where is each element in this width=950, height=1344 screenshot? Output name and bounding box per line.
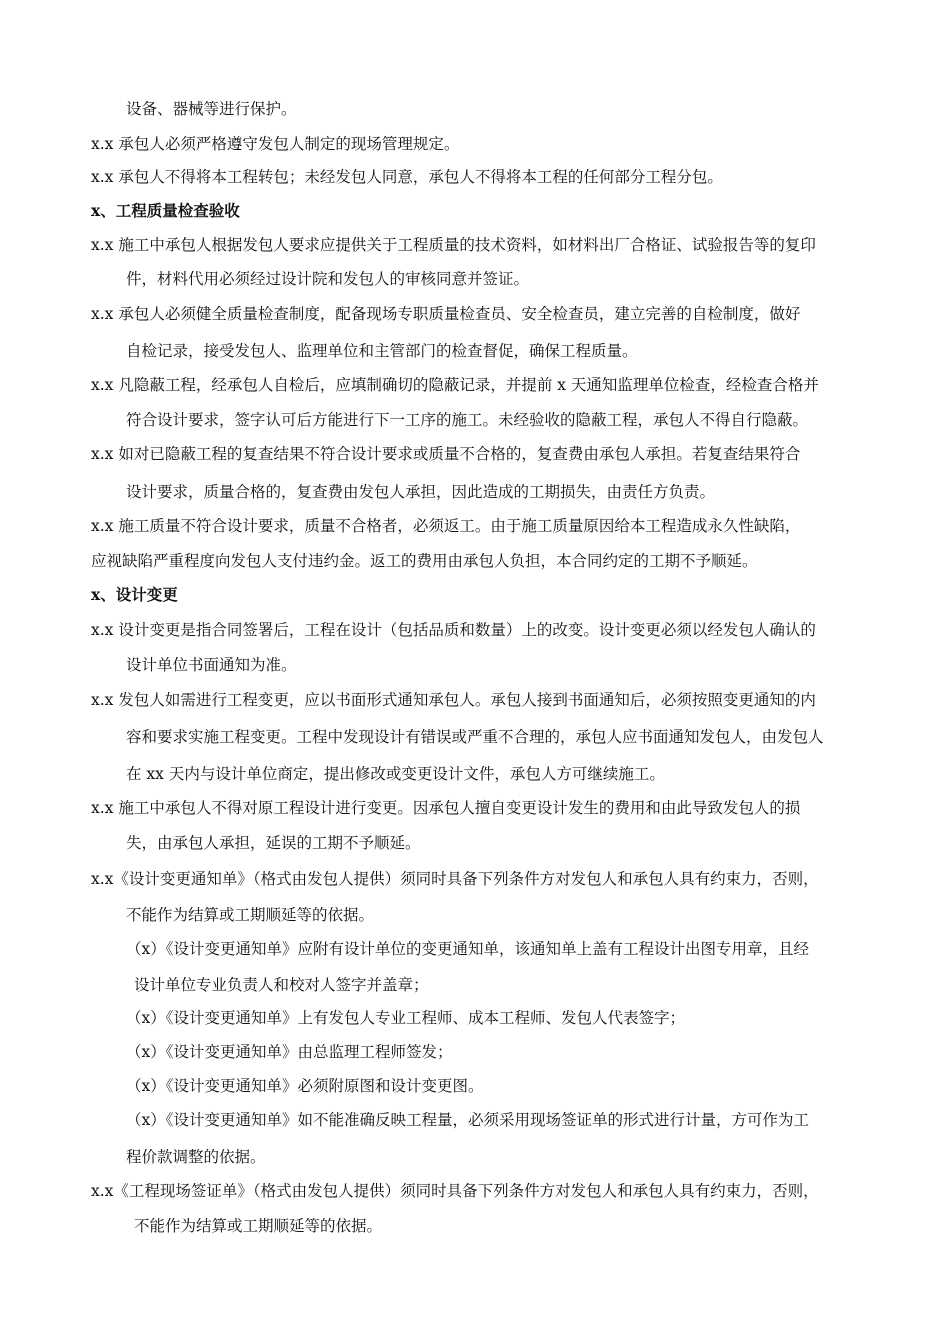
text-line: x.x 承包人不得将本工程转包；未经发包人同意，承包人不得将本工程的任何部分工程分包。 <box>91 168 723 186</box>
text-line: 程价款调整的依据。 <box>126 1148 266 1166</box>
text-line: 不能作为结算或工期顺延等的依据。 <box>126 906 375 924</box>
text-line: 不能作为结算或工期顺延等的依据。 <box>134 1217 383 1235</box>
text-line: 应视缺陷严重程度向发包人支付违约金。返工的费用由承包人负担，本合同约定的工期不予顺延。 <box>91 552 758 570</box>
text-line: （x）《设计变更通知单》由总监理工程师签发； <box>126 1043 453 1061</box>
text-line: 在 xx 天内与设计单位商定，提出修改或变更设计文件，承包人方可继续施工。 <box>126 765 665 783</box>
text-line: 符合设计要求，签字认可后方能进行下一工序的施工。未经验收的隐蔽工程，承包人不得自行隐蔽。 <box>126 411 809 429</box>
text-line: x.x《设计变更通知单》（格式由发包人提供）须同时具备下列条件方对发包人和承包人具有约束力，否则， <box>91 870 819 888</box>
text-line: （x）《设计变更通知单》应附有设计单位的变更通知单，该通知单上盖有工程设计出图专用章，且经 <box>126 940 809 958</box>
section-heading: x、工程质量检查验收 <box>91 201 240 220</box>
section-heading: x、设计变更 <box>91 585 178 604</box>
text-line: x.x《工程现场签证单》（格式由发包人提供）须同时具备下列条件方对发包人和承包人具有约束力，否则， <box>91 1182 819 1200</box>
text-line: （x）《设计变更通知单》必须附原图和设计变更图。 <box>126 1077 484 1095</box>
text-line: x.x 发包人如需进行工程变更，应以书面形式通知承包人。承包人接到书面通知后，必须按照变更通知的内 <box>91 691 816 709</box>
text-line: 设备、器械等进行保护。 <box>126 100 297 118</box>
text-line: 自检记录，接受发包人、监理单位和主管部门的检查督促，确保工程质量。 <box>126 342 638 360</box>
text-line: （x）《设计变更通知单》上有发包人专业工程师、成本工程师、发包人代表签字； <box>126 1009 685 1027</box>
text-line: x.x 如对已隐蔽工程的复查结果不符合设计要求或质量不合格的，复查费由承包人承担。若复查结果符合 <box>91 445 801 463</box>
text-line: x.x 施工质量不符合设计要求，质量不合格者，必须返工。由于施工质量原因给本工程造成永久性缺陷， <box>91 517 801 535</box>
text-line: x.x 凡隐蔽工程，经承包人自检后，应填制确切的隐蔽记录，并提前 x 天通知监理单位检查，经检查合格并 <box>91 376 819 394</box>
text-line: x.x 施工中承包人根据发包人要求应提供关于工程质量的技术资料，如材料出厂合格证、试验报告等的复印 <box>91 236 816 254</box>
text-line: x.x 施工中承包人不得对原工程设计进行变更。因承包人擅自变更设计发生的费用和由此导致发包人的损 <box>91 799 801 817</box>
text-line: x.x 承包人必须严格遵守发包人制定的现场管理规定。 <box>91 135 460 153</box>
text-line: 容和要求实施工程变更。工程中发现设计有错误或严重不合理的，承包人应书面通知发包人，由发包人 <box>126 728 824 746</box>
text-line: 件，材料代用必须经过设计院和发包人的审核同意并签证。 <box>126 270 530 288</box>
text-line: 设计要求，质量合格的，复查费由发包人承担，因此造成的工期损失，由责任方负责。 <box>126 483 716 501</box>
text-line: 设计单位专业负责人和校对人签字并盖章； <box>134 976 429 994</box>
text-line: （x）《设计变更通知单》如不能准确反映工程量，必须采用现场签证单的形式进行计量，方可作为工 <box>126 1111 809 1129</box>
text-line: x.x 承包人必须健全质量检查制度，配备现场专职质量检查员、安全检查员，建立完善的自检制度，做好 <box>91 305 801 323</box>
text-line: 设计单位书面通知为准。 <box>126 656 297 674</box>
text-line: x.x 设计变更是指合同签署后，工程在设计（包括品质和数量）上的改变。设计变更必须以经发包人确认的 <box>91 621 816 639</box>
text-line: 失，由承包人承担，延误的工期不予顺延。 <box>126 834 421 852</box>
